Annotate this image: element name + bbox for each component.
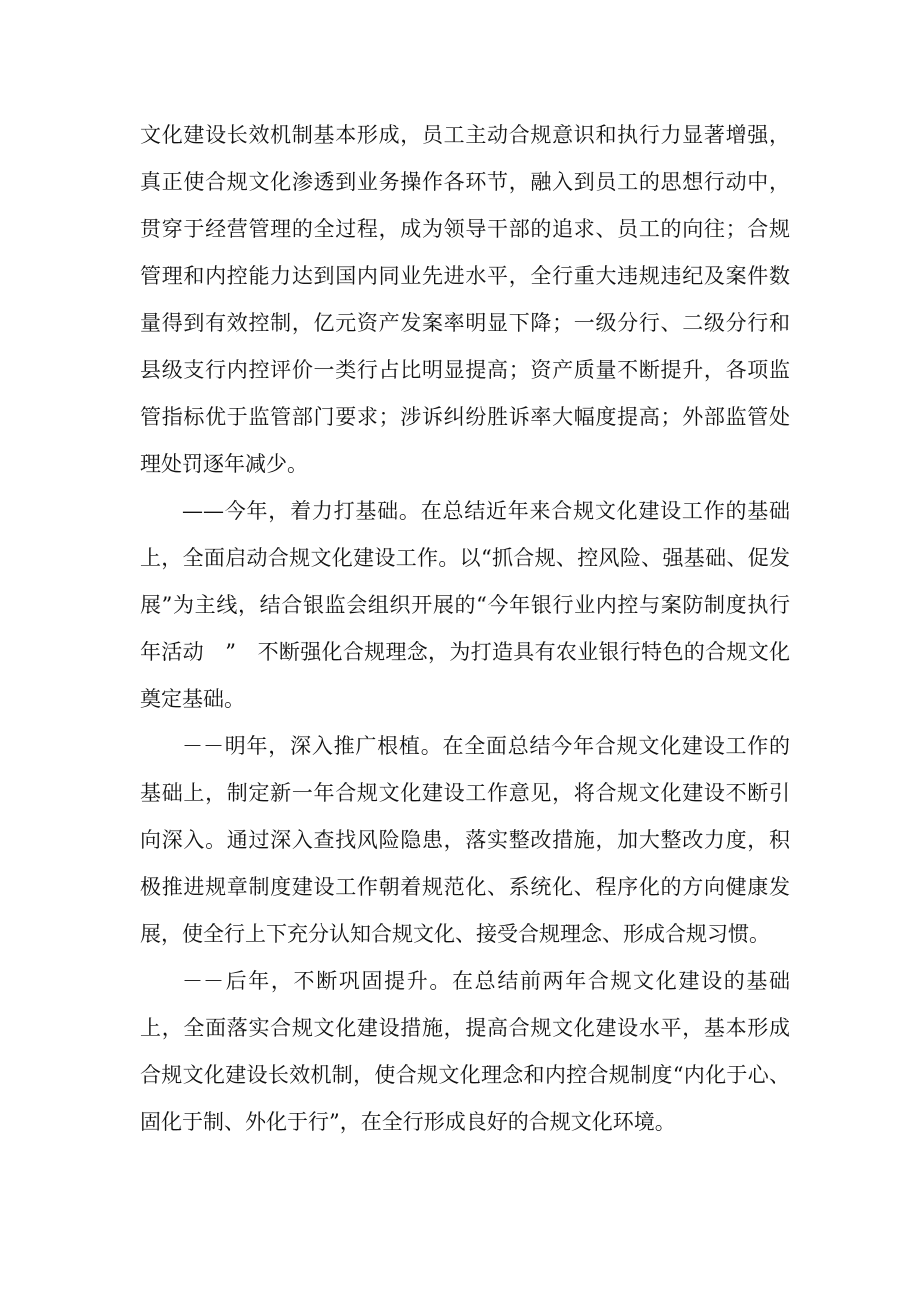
paragraph-next-year: －－明年，深入推广根植。在全面总结今年合规文化建设工作的基础上，制定新一年合规文化建设工作意见，将合规文化建设不断引向深入。通过深入查找风险隐患，落实整改措施，加大整改力度，积极推进规章制度建设工作朝着规范化、系统化、程序化的方向健康发展，使全行上下充分认知合规文化、接受合规理念、形成合规习惯。	[140, 734, 790, 946]
paragraph-continuation: 文化建设长效机制基本形成，员工主动合规意识和执行力显著增强，真正使合规文化渗透到业务操作各环节，融入到员工的思想行动中，贯穿于经营管理的全过程，成为领导干部的追求、员工的向往；合规管理和内控能力达到国内同业先进水平，全行重大违规违纪及案件数量得到有效控制，亿元资产发案率明显下降；一级分行、二级分行和县级支行内控评价一类行占比明显提高；资产质量不断提升，各项监管指标优于监管部门要求；涉诉纠纷胜诉率大幅度提高；外部监管处理处罚逐年减少。	[140, 123, 790, 476]
paragraph-year-after: －－后年，不断巩固提升。在总结前两年合规文化建设的基础上，全面落实合规文化建设措施，提高合规文化建设水平，基本形成合规文化建设长效机制，使合规文化理念和内控合规制度“内化于心、固化于制、外化于行”，在全行形成良好的合规文化环境。	[140, 969, 790, 1134]
document-body	[140, 112, 790, 1146]
paragraph-this-year: ——今年，着力打基础。在总结近年来合规文化建设工作的基础上，全面启动合规文化建设工作。以“抓合规、控风险、强基础、促发展”为主线，结合银监会组织开展的“今年银行业内控与案防制度执行年活动 ” 不断强化合规理念，为打造具有农业银行特色的合规文化奠定基础。	[140, 499, 790, 711]
